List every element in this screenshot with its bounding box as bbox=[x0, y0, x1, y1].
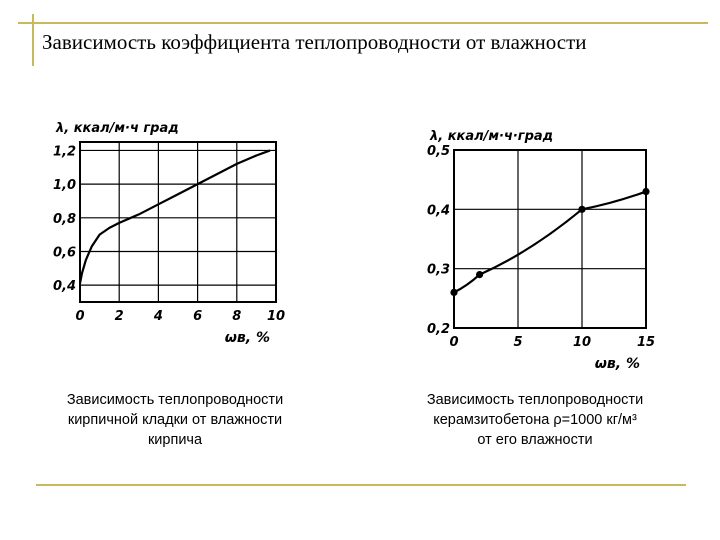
caption-right-line-1: Зависимость теплопроводности bbox=[426, 392, 644, 408]
y-tick-label: 0,5 bbox=[426, 144, 450, 159]
chart-brick-masonry bbox=[40, 110, 320, 370]
y-tick-label: 0,6 bbox=[52, 245, 76, 261]
caption-right-line-2: керамзитобетона ρ=1000 кг/м³ bbox=[433, 412, 637, 428]
x-axis-label: ωв, % bbox=[594, 356, 640, 370]
caption-right bbox=[400, 390, 670, 450]
y-tick-label: 1,0 bbox=[52, 178, 76, 194]
y-tick-label: 0,4 bbox=[52, 279, 76, 295]
bottom-rule bbox=[36, 484, 686, 486]
x-tick-label: 15 bbox=[636, 335, 656, 350]
x-tick-label: 0 bbox=[449, 335, 459, 350]
y-tick-label: 0,4 bbox=[426, 203, 450, 219]
series-line bbox=[80, 150, 270, 283]
x-tick-label: 10 bbox=[266, 309, 286, 324]
caption-left-line-1: Зависимость теплопроводности bbox=[66, 392, 284, 408]
caption-left bbox=[40, 390, 310, 450]
data-point bbox=[642, 188, 649, 195]
plot-frame bbox=[454, 150, 646, 328]
caption-left-line-3: кирпича bbox=[147, 432, 203, 448]
y-tick-label: 0,8 bbox=[52, 211, 76, 227]
top-horizontal-rule bbox=[18, 22, 708, 24]
y-axis-label: λ, ккал/м·ч·град bbox=[430, 129, 554, 144]
x-axis-label: ωв, % bbox=[224, 330, 270, 346]
x-tick-label: 2 bbox=[114, 309, 124, 324]
plot-frame bbox=[80, 142, 276, 302]
series-line bbox=[454, 192, 646, 293]
x-tick-label: 6 bbox=[193, 309, 203, 324]
caption-left-line-2: кирпичной кладки от влажности bbox=[67, 412, 283, 428]
data-point bbox=[476, 271, 483, 278]
y-axis-label: λ, ккал/м·ч град bbox=[56, 121, 179, 136]
x-tick-label: 10 bbox=[572, 335, 592, 350]
y-tick-label: 0,3 bbox=[426, 262, 450, 278]
x-tick-label: 0 bbox=[75, 309, 85, 324]
x-tick-label: 8 bbox=[232, 309, 242, 324]
data-point bbox=[450, 289, 457, 296]
y-tick-label: 0,2 bbox=[426, 322, 450, 337]
x-tick-label: 5 bbox=[513, 335, 523, 350]
caption-right-line-3: от его влажности bbox=[477, 432, 593, 448]
y-tick-label: 1,2 bbox=[52, 144, 76, 160]
slide-title: Зависимость коэффициента теплопроводности от влажности bbox=[42, 30, 587, 54]
chart-expanded-clay-concrete bbox=[410, 110, 690, 370]
x-tick-label: 4 bbox=[153, 309, 163, 324]
data-point bbox=[578, 206, 585, 213]
